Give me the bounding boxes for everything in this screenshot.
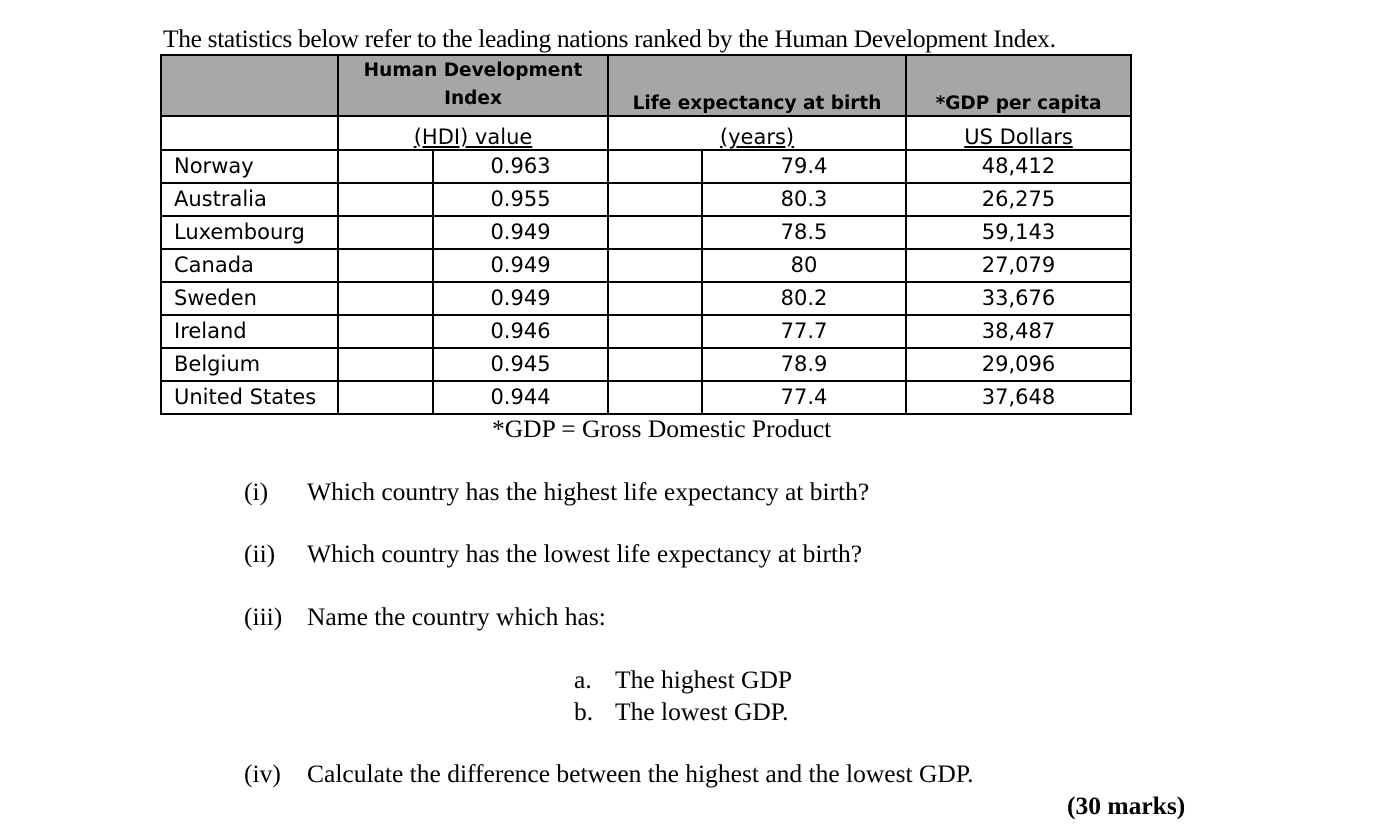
cell-blank [338, 249, 433, 282]
cell-blank [608, 249, 702, 282]
cell-hdi: 0.945 [433, 348, 608, 381]
question-number: (i) [244, 477, 269, 506]
header-life-expectancy: Life expectancy at birth [608, 55, 906, 116]
question-text: Name the country which has: [307, 602, 606, 631]
sub-question-text: The lowest GDP. [615, 697, 789, 726]
question-number: (iv) [244, 759, 281, 788]
cell-life: 77.4 [702, 381, 906, 414]
header-hdi-line2: Index [444, 88, 502, 109]
intro-text: The statistics below refer to the leading nations ranked by the Human Development Index. [163, 24, 1056, 53]
table-row [161, 216, 1131, 249]
table-row [161, 150, 1131, 183]
question-text: Calculate the difference between the highest and the lowest GDP. [307, 759, 974, 788]
cell-hdi: 0.955 [433, 183, 608, 216]
sub-question-letter: a. [574, 665, 592, 694]
cell-gdp: 59,143 [906, 216, 1131, 249]
cell-hdi: 0.946 [433, 315, 608, 348]
cell-hdi: 0.963 [433, 150, 608, 183]
cell-country: Canada [161, 249, 338, 282]
cell-blank [608, 216, 702, 249]
cell-gdp: 27,079 [906, 249, 1131, 282]
cell-country: Sweden [161, 282, 338, 315]
cell-life: 78.5 [702, 216, 906, 249]
header-country [161, 55, 338, 116]
cell-blank [338, 381, 433, 414]
cell-blank [338, 348, 433, 381]
cell-blank [338, 315, 433, 348]
cell-blank [608, 381, 702, 414]
cell-country: Belgium [161, 348, 338, 381]
header-hdi [338, 55, 608, 116]
gdp-footnote: *GDP = Gross Domestic Product [492, 414, 832, 443]
header-gdp: *GDP per capita [906, 55, 1131, 116]
table-row [161, 381, 1131, 414]
question-number: (iii) [244, 602, 283, 631]
cell-gdp: 29,096 [906, 348, 1131, 381]
cell-blank [608, 183, 702, 216]
cell-hdi: 0.944 [433, 381, 608, 414]
subheader-life-label: (years) [719, 125, 795, 149]
table-row [161, 183, 1131, 216]
cell-gdp: 33,676 [906, 282, 1131, 315]
cell-life: 80 [702, 249, 906, 282]
subheader-hdi [338, 116, 608, 150]
table-row [161, 315, 1131, 348]
question-text: Which country has the lowest life expectancy at birth? [307, 539, 863, 568]
cell-blank [338, 216, 433, 249]
table-row [161, 348, 1131, 381]
cell-hdi: 0.949 [433, 249, 608, 282]
cell-country: Australia [161, 183, 338, 216]
cell-country: Ireland [161, 315, 338, 348]
question-number: (ii) [244, 539, 276, 568]
cell-life: 80.2 [702, 282, 906, 315]
subheader-gdp-label: US Dollars [964, 125, 1073, 149]
cell-blank [608, 282, 702, 315]
hdi-statistics-table [160, 54, 1130, 412]
table-row [161, 249, 1131, 282]
cell-hdi: 0.949 [433, 216, 608, 249]
table-subheader-row [161, 116, 1131, 150]
cell-blank [338, 150, 433, 183]
subheader-gdp [906, 116, 1131, 150]
cell-life: 79.4 [702, 150, 906, 183]
subheader-country [161, 116, 338, 150]
cell-blank [338, 183, 433, 216]
cell-hdi: 0.949 [433, 282, 608, 315]
subheader-life [608, 116, 906, 150]
sub-question-text: The highest GDP [615, 665, 793, 694]
cell-life: 78.9 [702, 348, 906, 381]
cell-blank [338, 282, 433, 315]
cell-blank [608, 315, 702, 348]
cell-country: Luxembourg [161, 216, 338, 249]
cell-life: 77.7 [702, 315, 906, 348]
marks-label: (30 marks) [1067, 791, 1186, 820]
cell-country: Norway [161, 150, 338, 183]
table-header-row [161, 55, 1131, 116]
cell-blank [608, 348, 702, 381]
table-row [161, 282, 1131, 315]
question-text: Which country has the highest life expectancy at birth? [307, 477, 870, 506]
cell-gdp: 37,648 [906, 381, 1131, 414]
cell-gdp: 38,487 [906, 315, 1131, 348]
cell-blank [608, 150, 702, 183]
cell-country: United States [161, 381, 338, 414]
cell-life: 80.3 [702, 183, 906, 216]
cell-gdp: 26,275 [906, 183, 1131, 216]
sub-question-letter: b. [574, 697, 594, 726]
header-hdi-line1: Human Development [363, 60, 583, 81]
subheader-hdi-label: (HDI) value [413, 125, 533, 149]
cell-gdp: 48,412 [906, 150, 1131, 183]
